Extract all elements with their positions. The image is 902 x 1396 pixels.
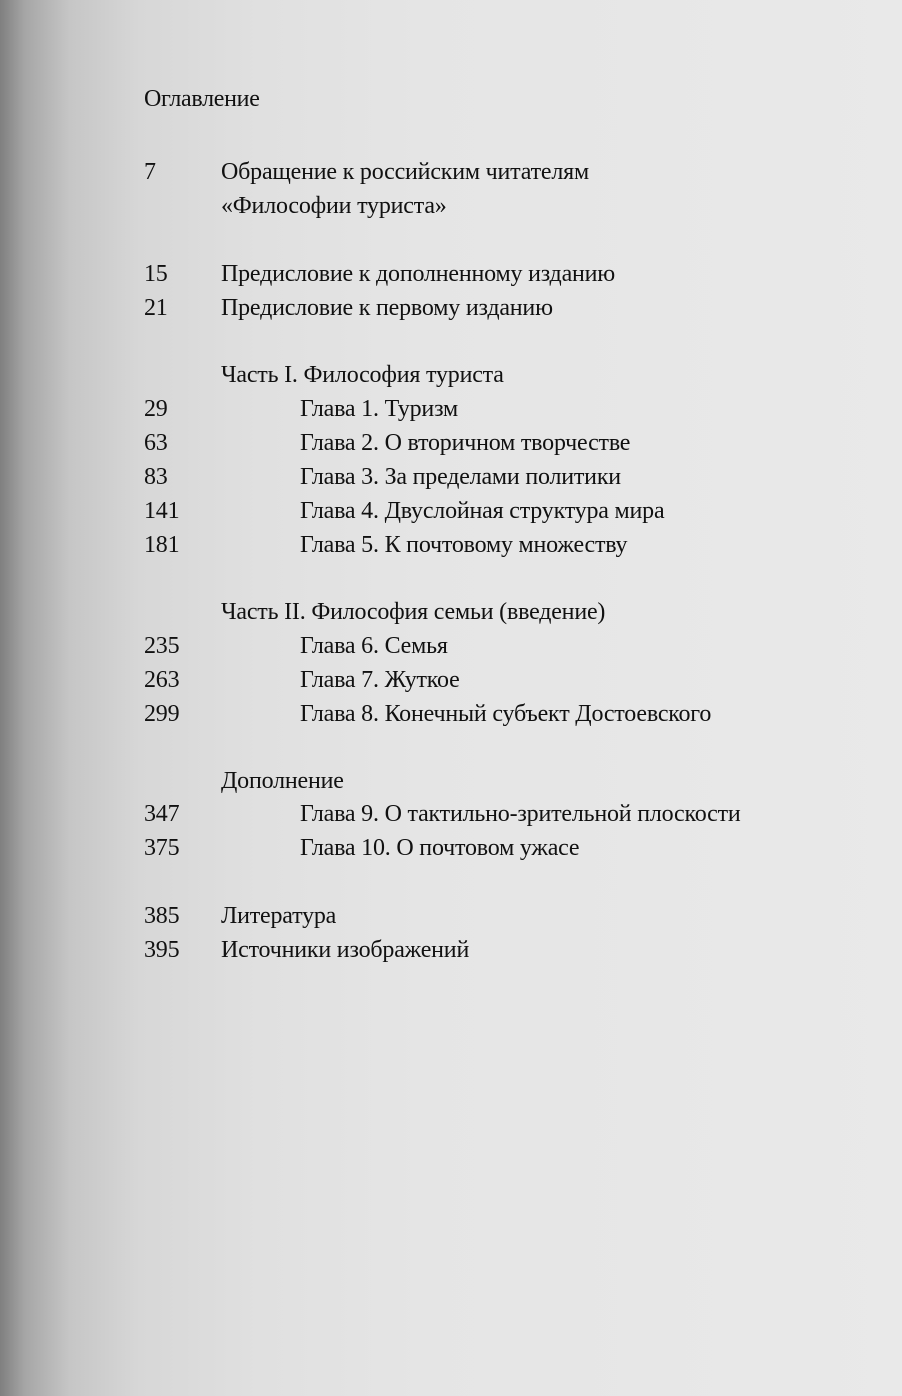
toc-entry-text: Глава 4. Двуслойная структура мира (300, 498, 665, 524)
toc-page-number: 235 (144, 633, 180, 659)
toc-entry-text: Предисловие к первому изданию (221, 295, 553, 321)
toc-entry-text: Глава 9. О тактильно-зрительной плоскости (300, 801, 741, 827)
toc-page-number: 7 (144, 159, 156, 185)
toc-page-number: 141 (144, 498, 180, 524)
toc-page-number: 29 (144, 396, 168, 422)
toc-page-number: 263 (144, 667, 180, 693)
toc-entry-text: Обращение к российским читателям (221, 159, 589, 185)
toc-entry-text: Глава 7. Жуткое (300, 667, 460, 693)
toc-entry-text: Источники изображений (221, 937, 470, 963)
toc-entry-text: Глава 10. О почтовом ужасе (300, 835, 580, 861)
toc-title: Оглавление (144, 86, 260, 112)
toc-part-text: Дополнение (221, 768, 344, 794)
toc-page-number: 385 (144, 903, 180, 929)
toc-entry-text: Глава 5. К почтовому множеству (300, 532, 628, 558)
toc-entry-text: Литература (221, 903, 337, 929)
toc-entry-text: Глава 6. Семья (300, 633, 448, 659)
toc-page-number: 375 (144, 835, 180, 861)
toc-entry-text: Глава 8. Конечный субъект Достоевского (300, 701, 712, 727)
toc-entry-text: Предисловие к дополненному изданию (221, 261, 616, 287)
toc-page-number: 15 (144, 261, 168, 287)
toc-page-number: 347 (144, 801, 180, 827)
toc-page-number: 299 (144, 701, 180, 727)
toc-entry-text: Глава 1. Туризм (300, 396, 459, 422)
toc-entry-text: Глава 3. За пределами политики (300, 464, 621, 490)
toc-part-text: Часть II. Философия семьи (введение) (221, 599, 606, 625)
toc-entry-text: Глава 2. О вторичном творчестве (300, 430, 631, 456)
toc-page-number: 63 (144, 430, 168, 456)
toc-page-number: 181 (144, 532, 180, 558)
toc-page-number: 83 (144, 464, 168, 490)
toc-part-text: Часть I. Философия туриста (221, 362, 504, 388)
toc-page-number: 21 (144, 295, 168, 321)
toc-entry-text: «Философии туриста» (221, 193, 447, 219)
toc-page-number: 395 (144, 937, 180, 963)
